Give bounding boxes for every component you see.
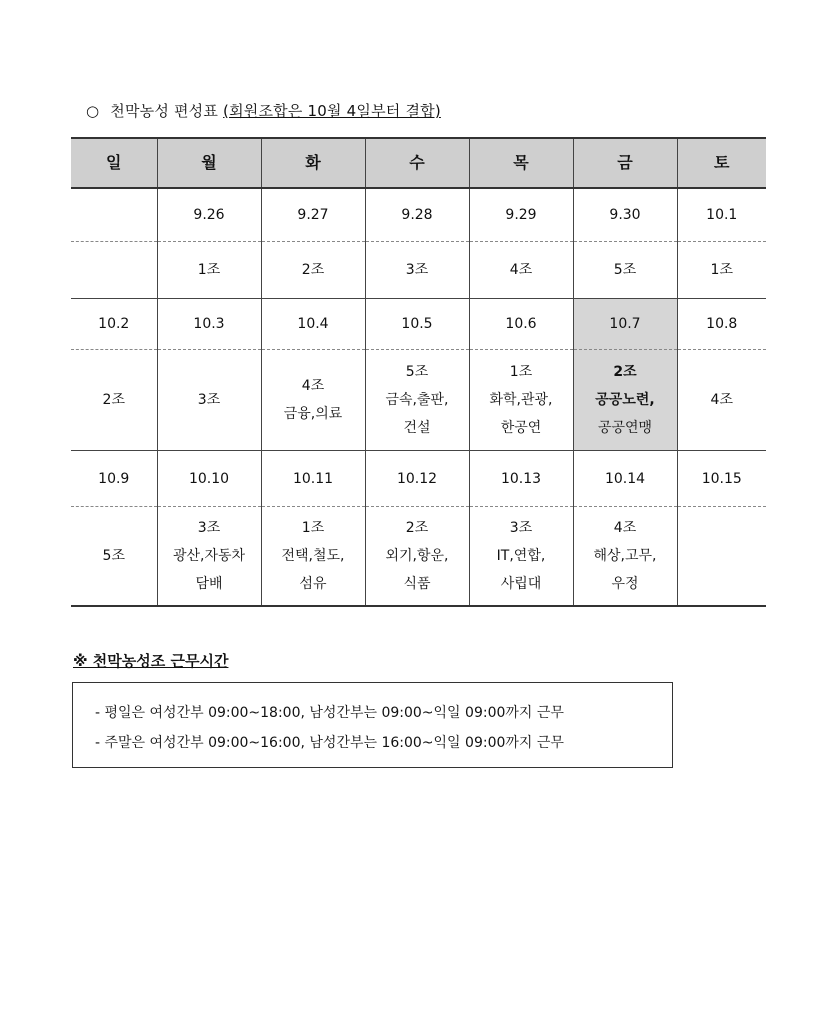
group-unions: 전택,철도, [281,548,345,564]
group-number: 1조 [301,520,325,536]
bullet-circle-icon: ○ [86,102,100,120]
header-row [71,138,766,188]
group-unions: 섬유 [299,576,327,592]
date-cell: 10.5 [365,299,469,350]
group-cell-highlighted [573,350,677,451]
group-cell: 4조 [469,242,573,299]
group-cell [469,350,573,451]
group-cell [573,507,677,607]
date-cell: 10.12 [365,451,469,507]
group-number: 4조 [301,378,325,394]
date-cell: 10.6 [469,299,573,350]
group-cell: 2조 [261,242,365,299]
work-hours-title: ※ 천막농성조 근무시간 [73,652,229,670]
group-cell [365,507,469,607]
group-unions: 광산,자동차 [172,548,246,564]
group-unions: 사립대 [500,576,542,592]
group-cell [157,507,261,607]
date-cell: 10.8 [677,299,766,350]
date-cell: 9.28 [365,188,469,242]
date-cell: 10.13 [469,451,573,507]
date-cell: 9.26 [157,188,261,242]
group-cell: 1조 [677,242,766,299]
group-unions: 해상,고무, [593,548,657,564]
schedule-table [71,137,766,607]
group-cell: 5조 [102,548,125,564]
week2-date-row [71,299,766,350]
group-number: 4조 [613,520,637,536]
date-cell: 9.27 [261,188,365,242]
group-unions: 한공연 [500,420,542,436]
group-unions: 외기,항운, [385,548,449,564]
header-fri: 금 [573,138,677,188]
header-tue: 화 [261,138,365,188]
group-unions: 담배 [195,576,223,592]
date-cell: 10.10 [157,451,261,507]
date-cell: 10.4 [261,299,365,350]
date-cell: 9.30 [573,188,677,242]
header-sun: 일 [71,138,157,188]
group-unions: 화학,관광, [489,392,553,408]
date-cell [71,188,157,242]
group-cell: 4조 [677,350,766,451]
group-cell: 3조 [365,242,469,299]
group-unions: 건설 [403,420,431,436]
title-note: (회원조합은 10월 4일부터 결합) [223,102,441,120]
group-number: 1조 [509,364,533,380]
weekend-hours: - 주말은 여성간부 09:00~16:00, 남성간부는 16:00~익일 09:00까지 근무 [95,735,564,751]
date-cell: 10.3 [157,299,261,350]
group-number: 2조 [405,520,429,536]
date-cell: 10.15 [677,451,766,507]
group-cell [71,242,157,299]
group-cell: 3조 [157,350,261,451]
group-cell: 5조 [573,242,677,299]
group-unions: 금융,의료 [283,406,343,422]
week1-group-row [71,242,766,299]
group-cell [261,350,365,451]
work-hours-box [72,682,673,768]
header-wed: 수 [365,138,469,188]
group-cell [469,507,573,607]
week3-date-row [71,451,766,507]
date-cell: 10.11 [261,451,365,507]
group-cell [365,350,469,451]
date-cell: 10.2 [71,299,157,350]
header-mon: 월 [157,138,261,188]
group-cell: 2조 [71,350,157,451]
schedule-title [86,100,441,121]
header-thu: 목 [469,138,573,188]
date-cell: 9.29 [469,188,573,242]
date-cell: 10.14 [573,451,677,507]
date-cell: 10.9 [71,451,157,507]
date-cell-highlighted: 10.7 [573,299,677,350]
group-unions: 우정 [611,576,639,592]
header-sat: 토 [677,138,766,188]
group-number: 3조 [197,520,221,536]
week2-group-row [71,350,766,451]
date-cell: 10.1 [677,188,766,242]
group-unions: 금속,출판, [385,392,449,408]
group-number: 3조 [509,520,533,536]
group-cell: 1조 [157,242,261,299]
group-unions: 공공연맹 [597,420,653,436]
group-cell [261,507,365,607]
group-unions: 식품 [403,576,431,592]
title-main: 천막농성 편성표 [110,102,219,120]
week3-group-row [71,507,766,607]
group-unions: IT,연합, [496,548,546,564]
weekday-hours: - 평일은 여성간부 09:00~18:00, 남성간부는 09:00~익일 09:00까지 근무 [95,705,564,721]
week1-date-row [71,188,766,242]
group-cell [677,507,766,607]
group-number: 2조 [613,364,637,380]
group-unions: 공공노련, [595,392,655,408]
group-number: 5조 [405,364,429,380]
